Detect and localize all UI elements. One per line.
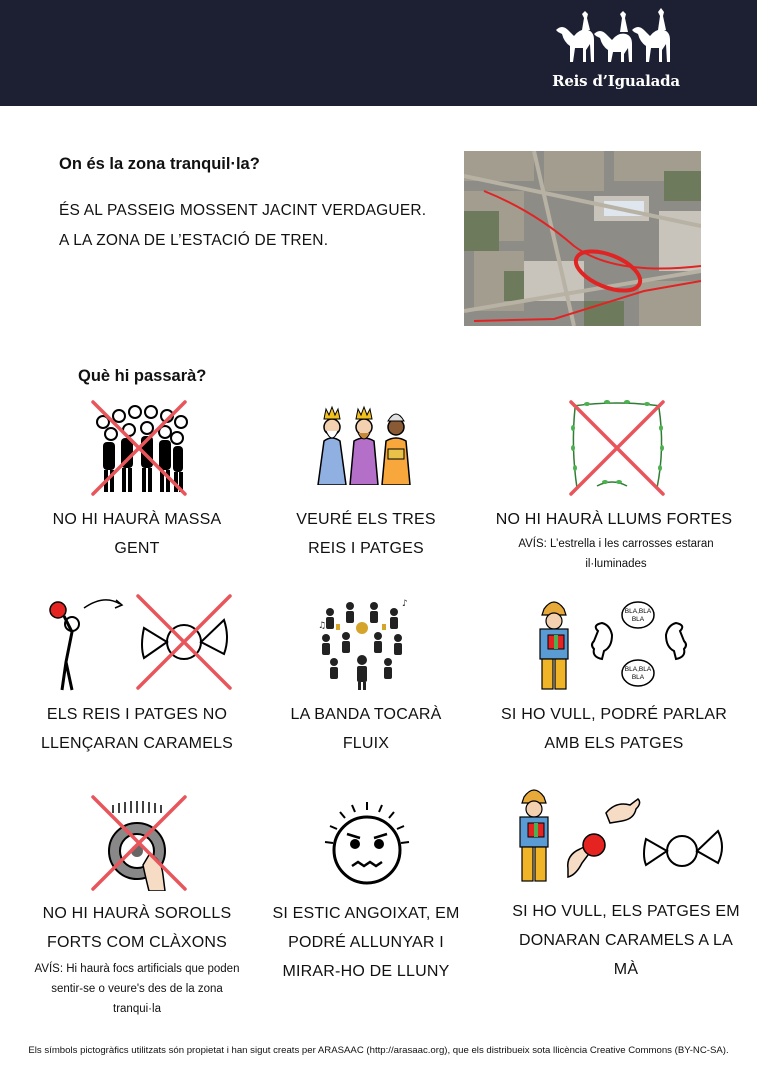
caption-hand-candy: SI HO VULL, ELS PATGES EM DONARAN CARAMELS A LA MÀ <box>512 903 740 978</box>
bubble-bottom-text-2: BLA <box>631 674 645 681</box>
brand-logo[interactable] <box>548 8 688 94</box>
bubble-bottom-text: BLA,BLA <box>624 666 652 673</box>
brand-name: Reis d’Igualada <box>552 72 680 90</box>
svg-text:♫: ♫ <box>318 621 327 631</box>
caption-anxious: SI ESTIC ANGOIXAT, EM PODRÉ ALLUNYAR I MIRAR-HO DE LLUNY <box>272 905 460 980</box>
band-icon <box>316 598 408 690</box>
bubble-top-text: BLA,BLA <box>624 608 652 615</box>
where-question: On és la zona tranquil·la? <box>59 155 260 173</box>
anxious-face-icon <box>322 800 412 890</box>
horn-crossed-icon <box>89 795 189 891</box>
where-answer-line2: A LA ZONA DE L’ESTACIÓ DE TREN. <box>59 232 329 249</box>
note-lights: AVÍS: L’estrella i les carrosses estaran il·luminades <box>518 538 714 570</box>
aerial-map-image <box>464 151 701 326</box>
caption-lights: NO HI HAURÀ LLUMS FORTES <box>495 511 733 528</box>
what-question: Què hi passarà? <box>78 367 207 385</box>
three-kings-icon <box>316 405 412 485</box>
lights-crossed-icon <box>567 398 667 498</box>
caption-talk: SI HO VULL, PODRÉ PARLAR AMB ELS PATGES <box>501 706 727 752</box>
talk-page-icon <box>532 595 692 695</box>
svg-text:♪: ♪ <box>402 599 408 609</box>
header-bar <box>0 0 757 106</box>
where-answer <box>59 196 426 256</box>
caption-band: LA BANDA TOCARÀ FLUIX <box>290 706 442 752</box>
caption-crowd: NO HI HAURÀ MASSA GENT <box>52 511 222 557</box>
caption-horn: NO HI HAURÀ SOROLLS FORTS COM CLÀXONS <box>42 905 232 951</box>
throw-candy-crossed-icon <box>44 592 234 692</box>
camels-with-kings-icon <box>554 8 678 64</box>
footer-credits: Els símbols pictogràfics utilitzats són propietat i han sigut creats per ARASAAC (http://arasaac.org), que els distribueix sota llicència Creative Commons (BY-NC-SA). <box>28 1045 729 1056</box>
note-horn: AVÍS: Hi haurà focs artificials que poden sentir-se o veure's des de la zona tranqui·la <box>34 963 240 1015</box>
caption-candy: ELS REIS I PATGES NO LLENÇARAN CARAMELS <box>40 706 234 752</box>
hand-candy-icon <box>510 783 732 885</box>
caption-kings: VEURÉ ELS TRES REIS I PATGES <box>296 511 436 557</box>
bubble-top-text-2: BLA <box>631 616 645 623</box>
where-answer-line1: ÉS AL PASSEIG MOSSENT JACINT VERDAGUER. <box>59 202 427 219</box>
crowd-crossed-icon <box>89 398 189 498</box>
